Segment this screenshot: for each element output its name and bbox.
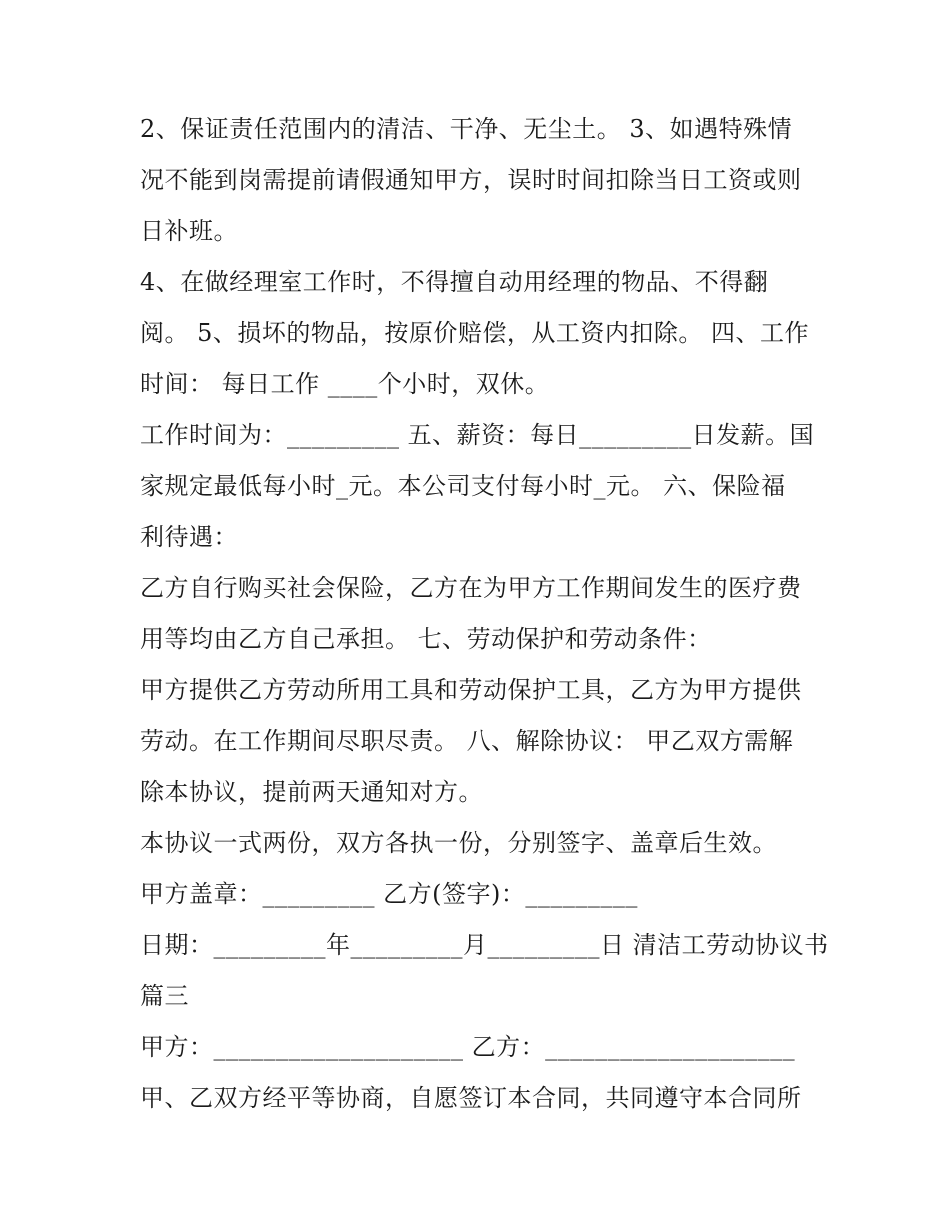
date-line: 日期：_________年_________月_________日 清洁工劳动协议书 — [140, 931, 829, 959]
parties-line: 甲方：____________________ 乙方：____________________ — [140, 1033, 796, 1061]
text-line: 时间： 每日工作 ____个小时，双休。 — [140, 370, 550, 398]
section-heading: 篇三 — [140, 982, 189, 1010]
text-line: 乙方自行购买社会保险，乙方在为甲方工作期间发生的医疗费 — [140, 574, 802, 602]
text-line: 2、保证责任范围内的清洁、干净、无尘土。 3、如遇特殊情 — [140, 115, 793, 143]
text-line: 本协议一式两份，双方各执一份，分别签字、盖章后生效。 — [140, 829, 777, 857]
text-line: 劳动。在工作期间尽职尽责。 八、解除协议： 甲乙双方需解 — [140, 727, 794, 755]
document-body — [140, 104, 829, 1124]
text-line: 阅。 5、损坏的物品，按原价赔偿，从工资内扣除。 四、工作 — [140, 319, 810, 347]
text-line: 甲、乙双方经平等协商，自愿签订本合同，共同遵守本合同所 — [140, 1084, 802, 1112]
signature-line-seal: 甲方盖章：_________ 乙方(签字)：_________ — [140, 880, 638, 908]
text-line: 家规定最低每小时_元。本公司支付每小时_元。 六、保险福 — [140, 472, 786, 500]
text-line: 用等均由乙方自己承担。 七、劳动保护和劳动条件： — [140, 625, 712, 653]
text-line: 日补班。 — [140, 217, 238, 245]
text-line: 除本协议，提前两天通知对方。 — [140, 778, 483, 806]
text-line: 利待遇： — [140, 523, 238, 551]
text-line: 况不能到岗需提前请假通知甲方，误时时间扣除当日工资或则 — [140, 166, 802, 194]
text-line: 工作时间为：_________ 五、薪资：每日_________日发薪。国 — [140, 421, 815, 449]
text-line: 甲方提供乙方劳动所用工具和劳动保护工具，乙方为甲方提供 — [140, 676, 802, 704]
text-line: 4、在做经理室工作时，不得擅自动用经理的物品、不得翻 — [140, 268, 769, 296]
